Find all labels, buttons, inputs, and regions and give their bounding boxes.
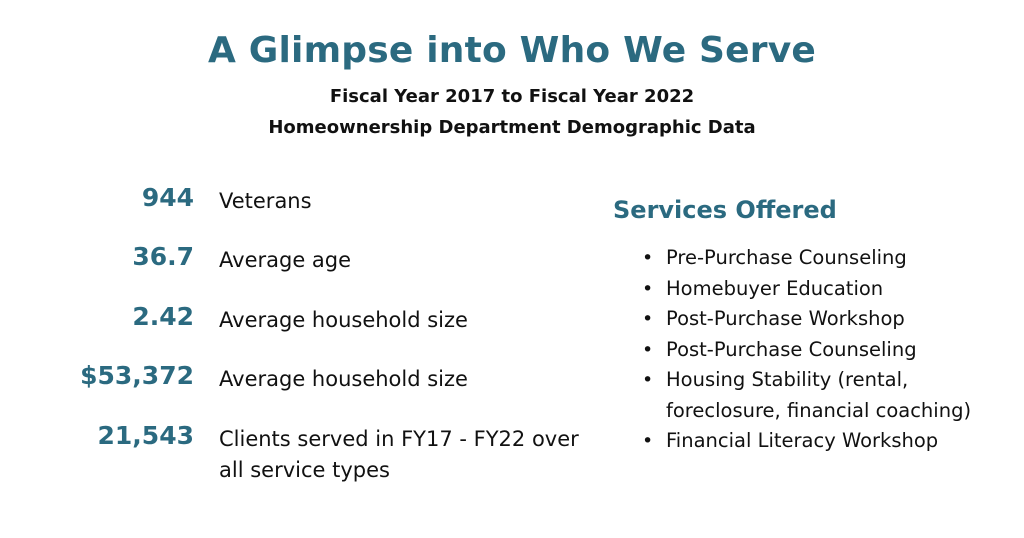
bullet-icon: •: [642, 430, 654, 452]
stat-label: Average household size: [219, 367, 468, 391]
stat-value: 36.7: [132, 242, 194, 271]
stat-value: 944: [141, 183, 194, 212]
services-heading: Services Offered: [613, 196, 837, 224]
stat-value: 2.42: [132, 302, 194, 331]
stat-label: Veterans: [219, 189, 312, 213]
service-label: Post-Purchase Workshop: [666, 307, 905, 330]
bullet-icon: •: [642, 338, 654, 361]
list-item: [640, 304, 1010, 335]
stat-value: 21,543: [97, 421, 194, 450]
list-item: [640, 426, 1010, 457]
list-item: [640, 274, 1010, 305]
stat-value: $53,372: [80, 361, 194, 390]
fiscal-year-subtitle: Fiscal Year 2017 to Fiscal Year 2022: [329, 86, 695, 107]
bullet-icon: •: [642, 369, 654, 391]
service-label: Financial Literacy Workshop: [666, 429, 939, 452]
stat-label: Average household size: [219, 308, 468, 332]
service-label: Homebuyer Education: [666, 276, 884, 300]
bullet-icon: •: [642, 277, 654, 300]
department-subtitle: Homeownership Department Demographic Data: [268, 117, 756, 138]
list-item: [640, 335, 1010, 366]
bullet-icon: •: [642, 247, 654, 269]
stat-label: Clients served in FY17 - FY22 over all service types: [219, 427, 579, 482]
service-label: Housing Stability (rental, foreclosure, financial coaching): [666, 368, 972, 422]
services-list: [640, 243, 1010, 457]
service-label: Pre-Purchase Counseling: [666, 246, 907, 269]
stat-label: Average age: [219, 248, 352, 272]
service-label: Post-Purchase Counseling: [666, 337, 917, 361]
list-item: [640, 243, 1010, 274]
bullet-icon: •: [642, 308, 654, 330]
list-item: [640, 365, 1010, 426]
page-title: A Glimpse into Who We Serve: [207, 30, 817, 71]
